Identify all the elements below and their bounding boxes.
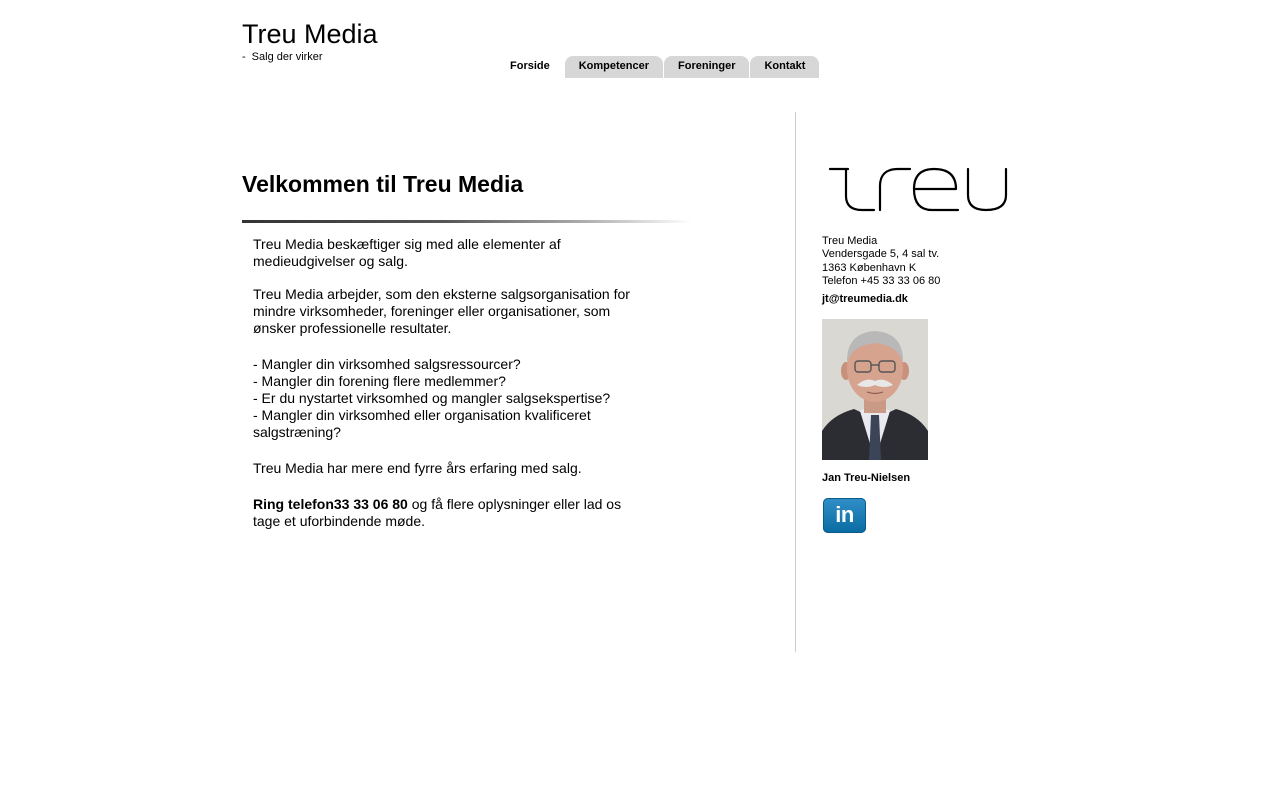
organisation-paragraph: Treu Media arbejder, som den eksterne salgsorganisation for mindre virksomheder, foreninger eller organisationer, som ønsker professionelle resultater. <box>253 286 630 336</box>
contact-address: Vendersgade 5, 4 sal tv. <box>822 248 940 261</box>
linkedin-button[interactable] <box>823 498 866 533</box>
heading-rule <box>242 220 692 223</box>
portrait-image <box>822 319 928 460</box>
tab-foreninger[interactable]: Foreninger <box>664 56 749 78</box>
contact-info <box>822 235 940 288</box>
tab-kontakt[interactable]: Kontakt <box>750 56 819 78</box>
call-phone: Ring telefon33 33 06 80 <box>253 496 408 512</box>
question-item: - Mangler din virksomhed eller organisation kvalificeret salgstræning? <box>253 407 591 440</box>
linkedin-icon: in <box>835 502 854 527</box>
email-link[interactable]: jt@treumedia.dk <box>822 293 908 305</box>
treu-logo <box>828 162 1010 218</box>
call-to-action <box>253 496 633 530</box>
column-divider <box>795 112 796 652</box>
tagline-dash: - <box>242 51 246 63</box>
call-text: og få flere oplysninger eller lad os tage et uforbindende møde. <box>253 496 622 529</box>
question-item: - Er du nystartet virksomhed og mangler salgsekspertise? <box>253 390 611 406</box>
tab-kompetencer[interactable]: Kompetencer <box>565 56 663 78</box>
treu-logo-svg <box>828 162 1010 218</box>
tagline-text: Salg der virker <box>251 51 323 63</box>
person-name: Jan Treu-Nielsen <box>822 472 911 484</box>
experience-paragraph: Treu Media har mere end fyrre års erfaring med salg. <box>253 460 582 476</box>
person-photo <box>822 319 928 460</box>
site-tagline <box>242 51 323 64</box>
question-item: - Mangler din virksomhed salgsressourcer? <box>253 356 521 372</box>
main-nav <box>496 56 819 78</box>
question-item: - Mangler din forening flere medlemmer? <box>253 373 506 389</box>
main-content <box>253 236 633 530</box>
contact-company: Treu Media <box>822 235 878 247</box>
site-title: Treu Media <box>242 19 378 49</box>
contact-city: 1363 København K <box>822 261 917 274</box>
contact-phone: Telefon +45 33 33 06 80 <box>822 274 941 287</box>
questions-list <box>253 356 633 441</box>
page-heading: Velkommen til Treu Media <box>242 171 524 197</box>
tab-forside[interactable]: Forside <box>496 56 564 78</box>
intro-paragraph: Treu Media beskæftiger sig med alle elementer af medieudgivelser og salg. <box>253 236 561 269</box>
